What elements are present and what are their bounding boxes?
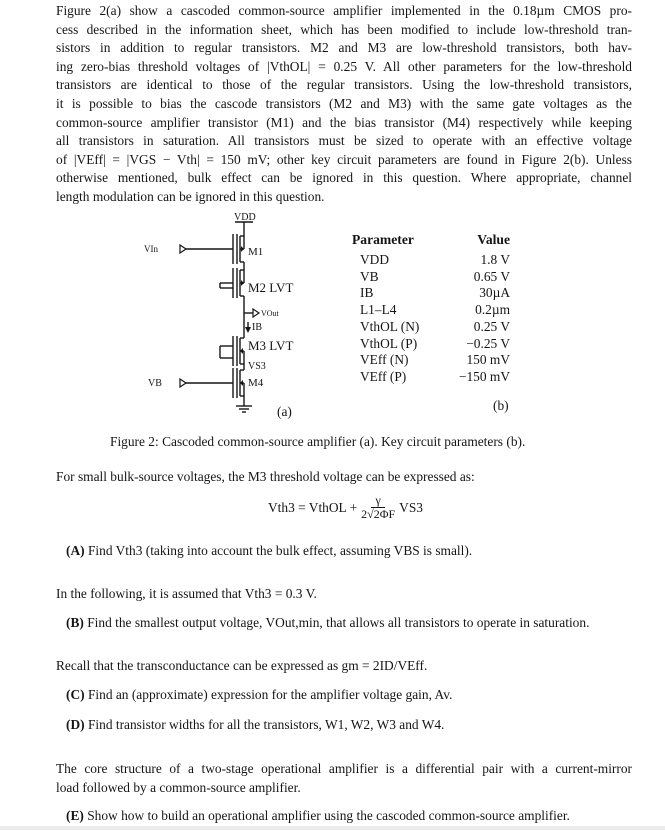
param-value: −150 mV bbox=[458, 368, 510, 384]
ib-label: IB bbox=[252, 322, 262, 333]
table-row bbox=[352, 319, 510, 336]
param-name: VDD bbox=[360, 252, 390, 267]
param-value: −0.25 V bbox=[466, 335, 510, 351]
param-name: IB bbox=[360, 285, 374, 301]
table-row bbox=[352, 352, 510, 369]
param-name: VthOL (N) bbox=[360, 318, 420, 334]
question-b-text: Find the smallest output voltage, VOut,min, that allows all transistors to operate in saturation. bbox=[87, 615, 590, 630]
param-name: VEff (P) bbox=[360, 368, 407, 384]
threshold-equation bbox=[268, 494, 423, 521]
question-e-label: (E) bbox=[66, 808, 84, 823]
m2-label: M2 LVT bbox=[248, 280, 294, 295]
ib-arrow-head bbox=[245, 327, 251, 333]
vin-pin bbox=[180, 245, 186, 253]
intro-line: length modulation can be ignored in this question. bbox=[56, 188, 325, 204]
question-c bbox=[66, 686, 452, 704]
table-row bbox=[352, 302, 510, 319]
intro-line: Figure 2(a) show a cascoded common-source amplifier implemented in the 0.18µm CMOS pro- bbox=[56, 3, 632, 18]
intro-line: all transistors in saturation. All transistors must be sized to operate with an effective voltage bbox=[56, 133, 632, 149]
page-bottom-edge bbox=[0, 826, 665, 830]
intro-line: it is possible to bias the cascode transistors (M2 and M3) with the same gate voltages as the bbox=[56, 95, 632, 111]
intro-paragraph bbox=[56, 2, 632, 207]
m4-label: M4 bbox=[248, 377, 264, 389]
param-value: 1.8 V bbox=[480, 252, 510, 267]
intro-line: otherwise mentioned, bulk effect can be ignored in this question. Where appropriate, channel bbox=[56, 170, 632, 186]
intro-line: transistors are identical to those of the regular transistors. Using the low-threshold transistors, bbox=[56, 77, 632, 93]
table-row bbox=[352, 252, 510, 269]
figure-caption: Figure 2: Cascoded common-source amplifier (a). Key circuit parameters (b). bbox=[110, 434, 526, 449]
table-row bbox=[352, 369, 510, 386]
cascode-amplifier-schematic bbox=[140, 210, 340, 420]
figure-label-a: (a) bbox=[277, 404, 292, 419]
header-parameter: Parameter bbox=[352, 232, 414, 247]
parameter-table bbox=[352, 232, 510, 386]
question-d bbox=[66, 716, 444, 734]
question-c-label: (C) bbox=[66, 687, 85, 702]
vin-label: VIn bbox=[144, 244, 158, 254]
param-value: 0.65 V bbox=[473, 268, 510, 284]
header-value: Value bbox=[477, 232, 510, 247]
param-name: VB bbox=[360, 268, 379, 284]
table-row bbox=[352, 285, 510, 302]
param-name: VEff (N) bbox=[360, 352, 409, 368]
m3-label: M3 LVT bbox=[248, 338, 294, 353]
param-name: VthOL (P) bbox=[360, 335, 418, 351]
question-d-label: (D) bbox=[66, 717, 85, 732]
question-a bbox=[66, 542, 472, 560]
m1-label: M1 bbox=[248, 246, 264, 258]
intro-line: common-source amplifier transistor (M1) and the bias transistor (M4) respectively while keeping bbox=[56, 114, 632, 130]
table-row bbox=[352, 269, 510, 286]
question-b bbox=[66, 614, 589, 632]
param-value: 150 mV bbox=[466, 352, 510, 368]
param-value: 30µA bbox=[479, 285, 510, 301]
intro-line: of |VEff| = |VGS − Vth| = 150 mV; other key circuit parameters are found in Figure 2(b). Unless bbox=[56, 151, 632, 167]
equation-fraction bbox=[359, 494, 397, 521]
intro-line: ing zero-bias threshold voltages of |VthOL| = 0.25 V. All other parameters for the low-threshold bbox=[56, 58, 632, 74]
question-e-text: Show how to build an operational amplifier using the cascoded common-source amplifier. bbox=[87, 808, 570, 823]
vb-label: VB bbox=[148, 378, 162, 389]
figure-label-b: (b) bbox=[493, 398, 509, 413]
param-value: 0.25 V bbox=[473, 318, 510, 334]
question-a-label: (A) bbox=[66, 543, 85, 558]
equation-lhs: Vth3 = VthOL + bbox=[268, 499, 358, 515]
equation-denominator: 2√2ΦF bbox=[361, 507, 396, 521]
param-name: L1–L4 bbox=[360, 302, 397, 318]
vs3-label: VS3 bbox=[248, 361, 266, 372]
vout-label: VOut bbox=[261, 309, 279, 318]
core-line: The core structure of a two-stage operational amplifier is a differential pair with a current-mirror bbox=[56, 761, 632, 776]
question-a-text: Find Vth3 (taking into account the bulk effect, assuming VBS is small). bbox=[87, 543, 473, 558]
assumption-text: In the following, it is assumed that Vth3 = 0.3 V. bbox=[56, 586, 317, 601]
equation-numerator: γ bbox=[371, 494, 384, 508]
table-header-row bbox=[352, 232, 510, 252]
vb-pin bbox=[180, 379, 186, 387]
bulk-effect-text: For small bulk-source voltages, the M3 threshold voltage can be expressed as: bbox=[56, 469, 475, 484]
question-d-text: Find transistor widths for all the transistors, W1, W2, W3 and W4. bbox=[87, 717, 445, 732]
core-line: load followed by a common-source amplifier. bbox=[56, 779, 301, 795]
question-e bbox=[66, 807, 570, 825]
intro-line: cess described in the information sheet, which has been modified to include low-threshold tran- bbox=[56, 21, 632, 37]
recall-text: Recall that the transconductance can be expressed as gm = 2ID/VEff. bbox=[56, 658, 428, 673]
intro-line: sistors in addition to regular transistors. M2 and M3 are low-threshold transistors, both hav- bbox=[56, 40, 632, 56]
vdd-label: VDD bbox=[234, 212, 256, 223]
vout-pin bbox=[253, 309, 259, 317]
question-b-label: (B) bbox=[66, 615, 84, 630]
param-value: 0.2µm bbox=[475, 302, 510, 318]
question-c-text: Find an (approximate) expression for the amplifier voltage gain, Av. bbox=[87, 687, 453, 702]
equation-rhs: VS3 bbox=[399, 499, 423, 515]
core-structure-paragraph bbox=[56, 760, 632, 797]
table-row bbox=[352, 336, 510, 353]
